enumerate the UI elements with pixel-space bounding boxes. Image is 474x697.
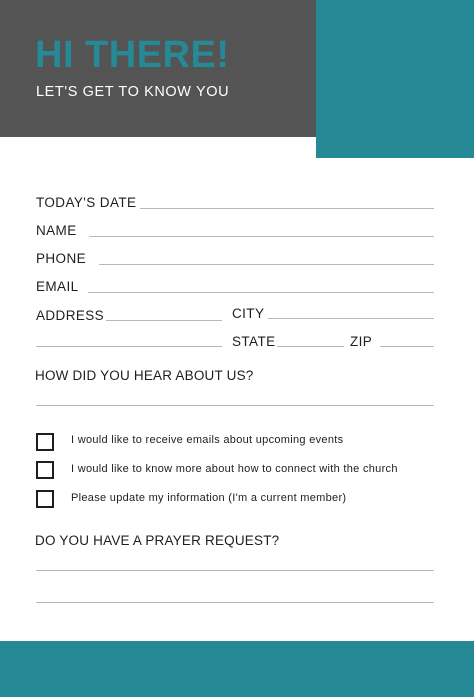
emails-checkbox[interactable] [36, 433, 54, 451]
hear-about-field[interactable] [36, 405, 434, 406]
city-field[interactable] [268, 318, 434, 319]
page-title: HI THERE! [35, 34, 230, 76]
prayer-request-question: DO YOU HAVE A PRAYER REQUEST? [35, 533, 280, 548]
hear-about-question: HOW DID YOU HEAR ABOUT US? [35, 368, 254, 383]
emails-checkbox-label: I would like to receive emails about upcoming events [71, 434, 344, 446]
prayer-request-field-1[interactable] [36, 570, 434, 571]
connect-checkbox[interactable] [36, 461, 54, 479]
phone-field[interactable] [99, 264, 434, 265]
address-label: ADDRESS [36, 308, 105, 323]
state-field[interactable] [277, 346, 344, 347]
address-line-2-field[interactable] [36, 346, 222, 347]
update-info-checkbox-label: Please update my information (I'm a current member) [71, 492, 347, 504]
address-field[interactable] [106, 320, 222, 321]
name-label: NAME [36, 223, 77, 238]
todays-date-label: TODAY'S DATE [36, 195, 137, 210]
header-accent-block [316, 0, 474, 158]
state-label: STATE [232, 334, 276, 349]
zip-label: ZIP [350, 334, 373, 349]
connect-checkbox-label: I would like to know more about how to connect with the church [71, 463, 398, 475]
todays-date-field[interactable] [140, 208, 434, 209]
update-info-checkbox[interactable] [36, 490, 54, 508]
page-subtitle: LET'S GET TO KNOW YOU [36, 84, 230, 100]
footer-band [0, 641, 474, 697]
email-field[interactable] [88, 292, 434, 293]
city-label: CITY [232, 306, 265, 321]
prayer-request-field-2[interactable] [36, 602, 434, 603]
name-field[interactable] [89, 236, 434, 237]
zip-field[interactable] [380, 346, 434, 347]
email-label: EMAIL [36, 279, 79, 294]
phone-label: PHONE [36, 251, 87, 266]
